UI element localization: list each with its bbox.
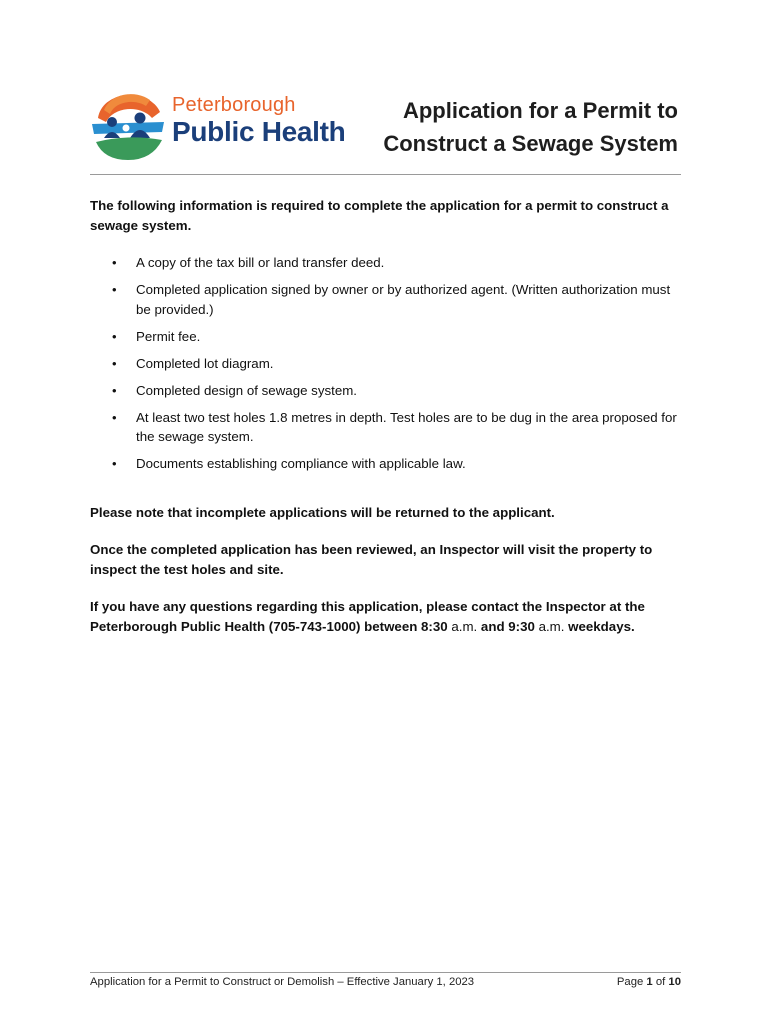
list-item-text: Completed design of sewage system.	[136, 382, 357, 398]
page-word: Page	[616, 976, 647, 988]
list-item	[108, 408, 680, 447]
bullet-icon: •	[112, 456, 117, 471]
footer-divider	[90, 972, 681, 973]
list-item-text: Completed application signed by owner or by authorized agent. (Written authorization must be provided.)	[136, 282, 671, 317]
title-line-2: Construct a Sewage System	[383, 131, 678, 156]
list-item-text: Completed lot diagram.	[136, 355, 274, 371]
footer-document-title: Application for a Permit to Construct or Demolish – Effective January 1, 2023	[90, 976, 475, 988]
incomplete-applications-note: Please note that incomplete applications will be returned to the applicant.	[90, 505, 555, 520]
list-item-text: At least two test holes 1.8 metres in depth. Test holes are to be dug in the area proposed for the sewage system.	[136, 409, 677, 444]
list-item-text: Permit fee.	[136, 328, 201, 344]
logo-text-peterborough: Peterborough	[172, 94, 296, 116]
page-number	[617, 976, 681, 988]
contact-text-2: and 9:30	[477, 619, 539, 634]
contact-note	[90, 597, 680, 637]
page-title	[383, 94, 678, 160]
title-line-1: Application for a Permit to	[402, 98, 678, 123]
contact-am-2: a.m.	[538, 619, 565, 634]
page-current: 1	[646, 976, 653, 988]
inspection-note: Once the completed application has been reviewed, an Inspector will visit the property to inspect the test holes and site.	[90, 542, 653, 577]
list-item-text: A copy of the tax bill or land transfer deed.	[136, 255, 385, 270]
list-item	[108, 327, 680, 347]
page-total: 10	[668, 976, 681, 988]
contact-text-3: weekdays.	[564, 619, 635, 634]
list-item-text: Documents establishing compliance with applicable law.	[136, 456, 466, 471]
list-item	[108, 381, 680, 401]
contact-text-1: If you have any questions regarding this application, please contact the Inspector at the Peterborough Public Health (705-743-1000) between 8:30	[90, 599, 645, 634]
list-item	[108, 280, 680, 319]
page-of: of	[652, 976, 669, 988]
bullet-icon: •	[112, 282, 117, 297]
bullet-icon: •	[112, 382, 117, 398]
requirements-list	[108, 253, 680, 481]
intro-paragraph: The following information is required to complete the application for a permit to construct a sewage system.	[90, 198, 669, 233]
list-item	[108, 354, 680, 374]
peterborough-public-health-logo	[90, 88, 350, 162]
list-item	[108, 253, 680, 273]
bullet-icon: •	[112, 328, 117, 344]
logo-mark-icon	[90, 88, 166, 162]
bullet-icon: •	[112, 355, 117, 371]
bullet-icon: •	[112, 255, 117, 270]
logo-text-public-health: Public Health	[172, 116, 346, 147]
list-item	[108, 454, 680, 474]
header-divider	[90, 174, 681, 175]
bullet-icon: •	[112, 409, 117, 425]
contact-am-1: a.m.	[451, 619, 478, 634]
